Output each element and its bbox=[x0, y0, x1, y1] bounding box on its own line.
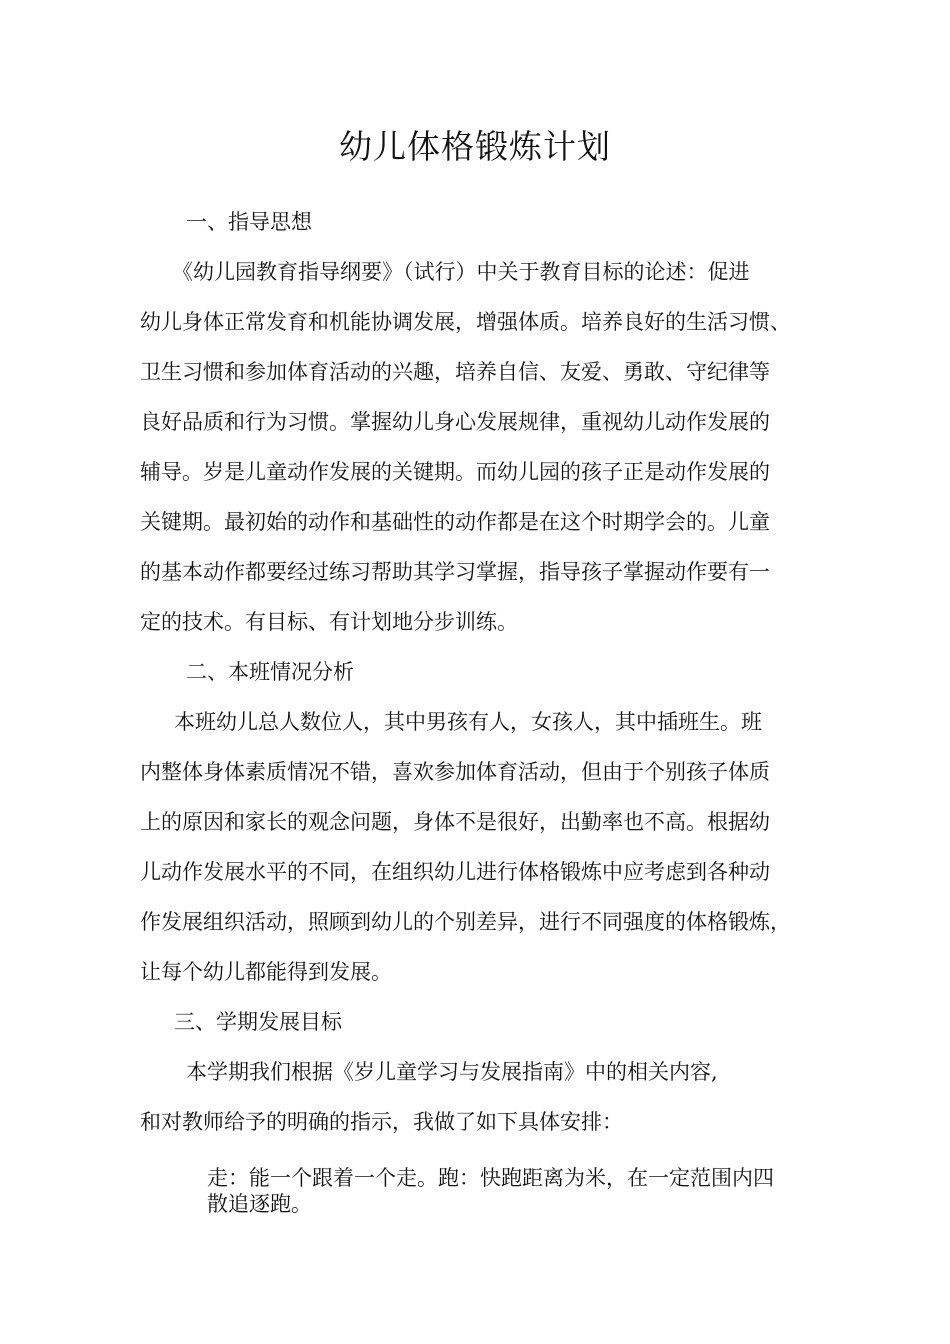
section-heading-2: 二、本班情况分析 bbox=[186, 660, 354, 684]
paragraph-line: 和对教师给予的明确的指示，我做了如下具体安排： bbox=[140, 1110, 623, 1134]
paragraph-line: 让每个幼儿都能得到发展。 bbox=[140, 960, 392, 984]
list-item-line: 走：能一个跟着一个走。跑：快跑距离为米，在一定范围内四 bbox=[207, 1166, 774, 1190]
section-heading-3: 三、学期发展目标 bbox=[174, 1010, 342, 1034]
section-heading-1: 一、指导思想 bbox=[186, 210, 312, 234]
paragraph-line: 《幼儿园教育指导纲要》（试行）中关于教育目标的论述：促进 bbox=[172, 260, 750, 284]
paragraph-line: 辅导。岁是儿童动作发展的关键期。而幼儿园的孩子正是动作发展的 bbox=[140, 460, 770, 484]
list-item-line: 散追逐跑。 bbox=[207, 1192, 312, 1216]
paragraph-line: 的基本动作都要经过练习帮助其学习掌握，指导孩子掌握动作要有一 bbox=[140, 560, 770, 584]
paragraph-line: 定的技术。有目标、有计划地分步训练。 bbox=[140, 610, 518, 634]
paragraph-line: 幼儿身体正常发育和机能协调发展，增强体质。培养良好的生活习惯、 bbox=[140, 310, 791, 334]
paragraph-line: 本学期我们根据《岁儿童学习与发展指南》中的相关内容, bbox=[186, 1060, 718, 1084]
paragraph-line: 卫生习惯和参加体育活动的兴趣，培养自信、友爱、勇敢、守纪律等 bbox=[140, 360, 770, 384]
paragraph-line: 内整体身体素质情况不错，喜欢参加体育活动，但由于个别孩子体质 bbox=[140, 760, 770, 784]
document-title: 幼儿体格锻炼计划 bbox=[339, 127, 611, 166]
paragraph-line: 上的原因和家长的观念问题，身体不是很好，出勤率也不高。根据幼 bbox=[140, 810, 770, 834]
paragraph-line: 作发展组织活动，照顾到幼儿的个别差异，进行不同强度的体格锻炼， bbox=[140, 910, 791, 934]
paragraph-line: 良好品质和行为习惯。掌握幼儿身心发展规律，重视幼儿动作发展的 bbox=[140, 410, 770, 434]
paragraph-line: 本班幼儿总人数位人，其中男孩有人，女孩人，其中插班生。班 bbox=[174, 710, 762, 734]
paragraph-line: 关键期。最初始的动作和基础性的动作都是在这个时期学会的。儿童 bbox=[140, 510, 770, 534]
paragraph-line: 儿动作发展水平的不同，在组织幼儿进行体格锻炼中应考虑到各种动 bbox=[140, 860, 770, 884]
